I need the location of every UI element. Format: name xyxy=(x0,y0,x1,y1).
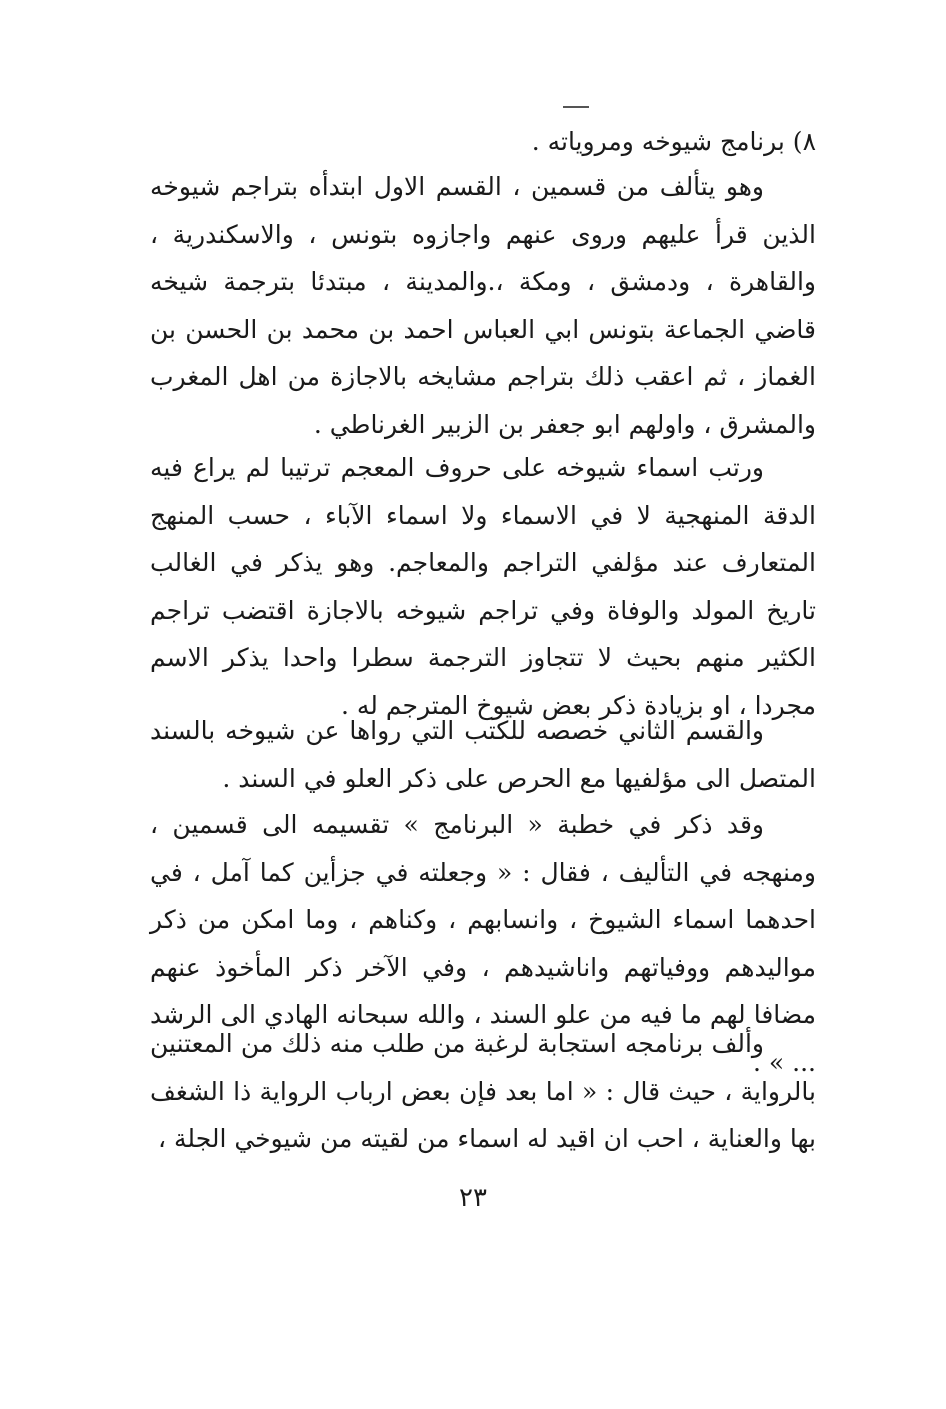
paragraph-4: وقد ذكر في خطبة « البرنامج » تقسيمه الى قسمين ، ومنهجه في التأليف ، فقال : « وجعلته في جزأين كما آمل ، في احدهما اسماء الشيوخ ، وانسابهم ، وكناهم ، وما امكن من ذكر مواليدهم ووفياتهم واناشيدهم ، وفي الآخر ذكر المأخوذ عنهم مضافا لهم ما فيه من علو السند ، والله سبحانه الهادي الى الرشد ... » . xyxy=(150,810,816,1077)
section-heading: ٨) برنامج شيوخه ومروياته . xyxy=(531,127,816,156)
paragraph-2: ورتب اسماء شيوخه على حروف المعجم ترتيبا لم يراع فيه الدقة المنهجية لا في الاسماء ولا اسماء الآباء ، حسب المنهج المتعارف عند مؤلفي التراجم والمعاجم. وهو يذكر في الغالب تاريخ المولد والوفاة وفي تراجم شيوخه بالاجازة اقتضب تراجم الكثير منهم بحيث لا تتجاوز الترجمة سطرا واحدا يذكر الاسم مجردا ، او بزيادة ذكر بعض شيوخ المترجم له . xyxy=(150,453,816,720)
paragraph-1: وهو يتألف من قسمين ، القسم الاول ابتدأه بتراجم شيوخه الذين قرأ عليهم وروى عنهم واجازوه بتونس ، والاسكندرية ، والقاهرة ، ودمشق ، ومكة ،.والمدينة ، مبتدئا بترجمة شيخه قاضي الجماعة بتونس ابي العباس احمد بن محمد بن الحسن بن الغماز ، ثم اعقب ذلك بتراجم مشايخه بالاجازة من اهل المغرب والمشرق ، واولهم ابو جعفر بن الزبير الغرناطي . xyxy=(150,172,816,439)
paragraph-5: وألف برنامجه استجابة لرغبة من طلب منه ذلك من المعتنين بالرواية ، حيث قال : « اما بعد فإن بعض ارباب الرواية ذا الشغف بها والعناية ، احب ان اقيد له اسماء من لقيته من شيوخي الجلة ، xyxy=(150,1029,816,1153)
top-rule xyxy=(563,106,589,108)
page-number: ٢٣ xyxy=(459,1183,487,1213)
paragraph-3: والقسم الثاني خصصه للكتب التي رواها عن شيوخه بالسند المتصل الى مؤلفيها مع الحرص على ذكر العلو في السند . xyxy=(150,716,816,793)
